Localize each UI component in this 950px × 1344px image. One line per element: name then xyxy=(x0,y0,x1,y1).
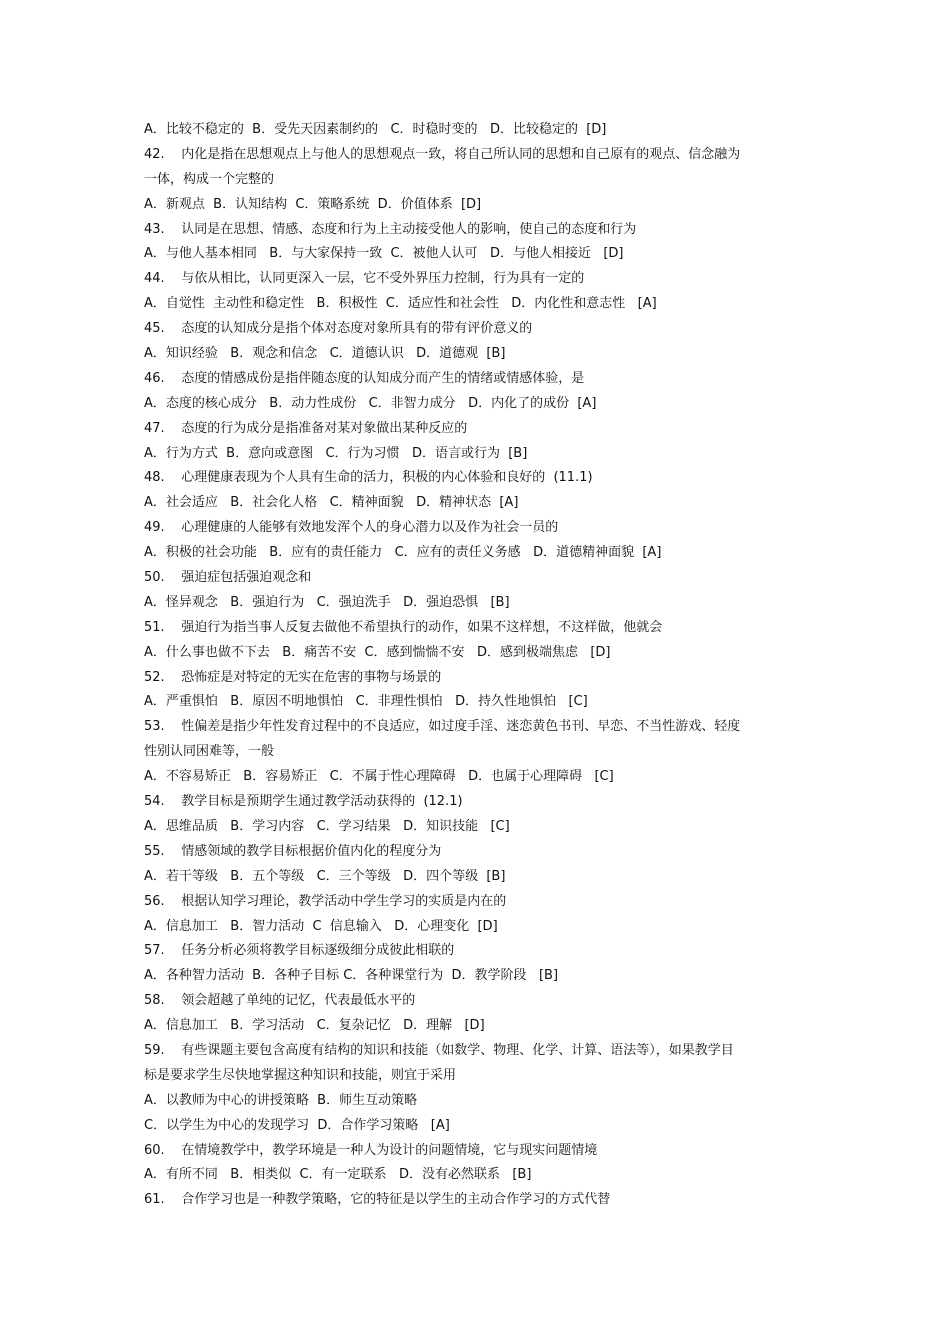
text-line: A．新观点 B．认知结构 C．策略系统 D．价值体系 [D] xyxy=(144,196,482,212)
text-line: A．行为方式 B．意向或意图 C．行为习惯 D．语言或行为 [B] xyxy=(144,445,528,461)
text-line: A．自觉性 主动性和稳定性 B．积极性 C．适应性和社会性 D．内化性和意志性 [A] xyxy=(144,296,657,312)
text-line: 50. 强迫症包括强迫观念和 xyxy=(144,570,312,586)
text-line: 52. 恐怖症是对特定的无实在危害的事物与场景的 xyxy=(144,669,442,685)
text-line: A．怪异观念 B．强迫行为 C．强迫洗手 D．强迫恐惧 [B] xyxy=(144,594,510,610)
text-line: 标是要求学生尽快地掌握这种知识和技能，则宜于采用 xyxy=(144,1067,457,1083)
text-line: 47. 态度的行为成分是指准备对某对象做出某种反应的 xyxy=(144,420,468,436)
text-line: 49. 心理健康的人能够有效地发浑个人的身心潜力以及作为社会一员的 xyxy=(144,520,559,536)
text-line: A．严重惧怕 B．原因不明地惧怕 C．非理性惧怕 D．持久性地惧怕 [C] xyxy=(144,694,588,710)
text-line: A．各种智力活动 B．各种子目标 C．各种课堂行为 D．教学阶段 [B] xyxy=(144,968,559,984)
text-line: 44. 与依从相比，认同更深入一层，它不受外界压力控制，行为具有一定的 xyxy=(144,271,585,287)
text-line: 性别认同困难等，一般 xyxy=(144,744,275,760)
text-line: 48. 心理健康表现为个人具有生命的活力，积极的内心体验和良好的 (11.1) xyxy=(144,470,593,486)
text-line: A．与他人基本相同 B．与大家保持一致 C．被他人认可 D．与他人相接近 [D] xyxy=(144,246,624,262)
text-line: 56. 根据认知学习理论，教学活动中学生学习的实质是内在的 xyxy=(144,893,507,909)
text-line: A．信息加工 B．学习活动 C．复杂记忆 D．理解 [D] xyxy=(144,1018,485,1034)
text-line: A．不容易矫正 B．容易矫正 C．不属于性心理障碍 D．也属于心理障碍 [C] xyxy=(144,769,614,785)
text-line: 一体，构成一个完整的 xyxy=(144,171,275,187)
text-line: 46. 态度的情感成份是指伴随态度的认知成分而产生的情绪或情感体验，是 xyxy=(144,370,585,386)
text-line: 55. 情感领域的教学目标根据价值内化的程度分为 xyxy=(144,843,442,859)
text-line: A．若干等级 B．五个等级 C．三个等级 D．四个等级 [B] xyxy=(144,868,506,884)
text-line: A．以教师为中心的讲授策略 B．师生互动策略 xyxy=(144,1092,418,1108)
text-line: C．以学生为中心的发现学习 D．合作学习策略 [A] xyxy=(144,1117,450,1133)
text-line: 43. 认同是在思想、情感、态度和行为上主动接受他人的影响，使自己的态度和行为 xyxy=(144,221,637,237)
text-line: A．态度的核心成分 B．动力性成份 C．非智力成分 D．内化了的成份 [A] xyxy=(144,395,597,411)
text-line: 45. 态度的认知成分是指个体对态度对象所具有的带有评价意义的 xyxy=(144,321,533,337)
text-line: 61. 合作学习也是一种教学策略，它的特征是以学生的主动合作学习的方式代替 xyxy=(144,1192,611,1208)
text-line: 60. 在情境教学中，教学环境是一种人为设计的问题情境，它与现实问题情境 xyxy=(144,1142,598,1158)
text-line: 57. 任务分析必须将教学目标逐级细分成彼此相联的 xyxy=(144,943,455,959)
text-line: 59. 有些课题主要包含高度有结构的知识和技能（如数学、物理、化学、计算、语法等），如果教学目 xyxy=(144,1042,734,1058)
text-line: 42. 内化是指在思想观点上与他人的思想观点一致，将自己所认同的思想和自己原有的观点、信念融为 xyxy=(144,146,741,162)
text-line: A．思维品质 B．学习内容 C．学习结果 D．知识技能 [C] xyxy=(144,818,510,834)
text-line: 51. 强迫行为指当事人反复去做他不希望执行的动作，如果不这样想，不这样做，他就会 xyxy=(144,619,663,635)
text-line: A．比较不稳定的 B．受先天因素制约的 C．时稳时变的 D．比较稳定的 [D] xyxy=(144,122,607,137)
text-line: A．社会适应 B．社会化人格 C．精神面貌 D．精神状态 [A] xyxy=(144,495,519,511)
text-line: 54. 教学目标是预期学生通过教学活动获得的 (12.1) xyxy=(144,794,463,810)
document-page xyxy=(144,118,806,1213)
text-line: 53. 性偏差是指少年性发育过程中的不良适应，如过度手淫、迷恋黄色书刊、早恋、不当性游戏、轻度 xyxy=(144,719,741,735)
text-line: A．知识经验 B．观念和信念 C．道德认识 D．道德观 [B] xyxy=(144,346,506,362)
text-line: A．积极的社会功能 B．应有的责任能力 C．应有的责任义务感 D．道德精神面貌 [A] xyxy=(144,545,662,561)
text-line: 58. 领会超越了单纯的记忆，代表最低水平的 xyxy=(144,993,416,1009)
text-line: A．什么事也做不下去 B．痛苦不安 C．感到惴惴不安 D．感到极端焦虑 [D] xyxy=(144,644,611,660)
text-line: A．有所不同 B．相类似 C．有一定联系 D．没有必然联系 [B] xyxy=(144,1167,532,1183)
text-line: A．信息加工 B．智力活动 C 信息输入 D．心理变化 [D] xyxy=(144,918,498,934)
